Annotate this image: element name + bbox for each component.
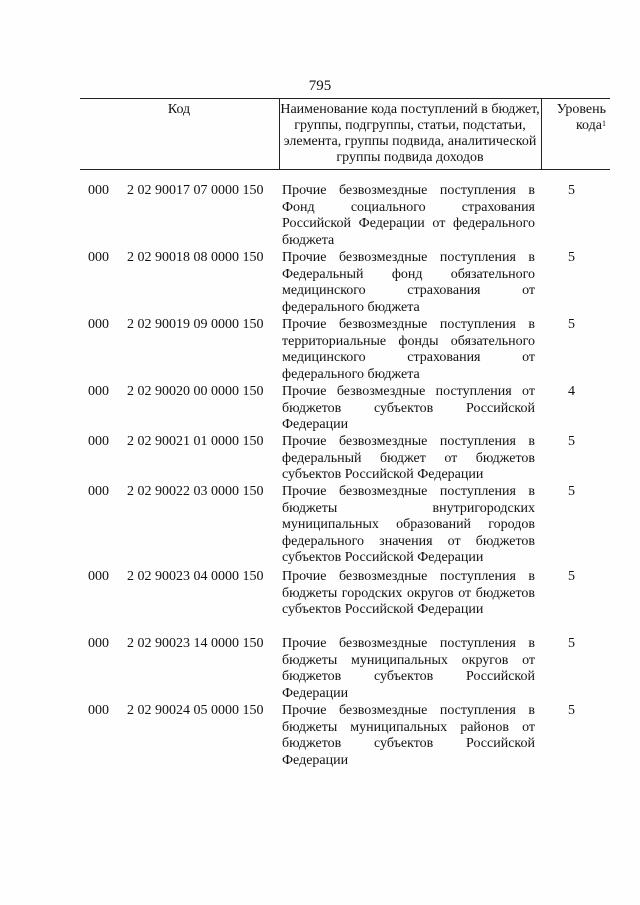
row-name: Прочие безвозмездные поступления в федеральный бюджет от бюджетов субъектов Российской Федерации [282,434,535,483]
row-name: Прочие безвозмездные поступления в бюджеты внутригородских муниципальных образований городов федерального значения от бюджетов субъектов Российской Федерации [282,484,535,566]
row-prefix: 000 [88,434,109,449]
header-code: Код [167,102,191,117]
table-row [0,250,640,317]
table-row [0,703,640,770]
row-level: 5 [568,636,575,651]
header-level [542,102,608,134]
table-header [80,98,610,170]
row-prefix: 000 [88,636,109,651]
row-level: 5 [568,183,575,198]
page-number: 795 [308,78,332,94]
row-name: Прочие безвозмездные поступления в бюджеты муниципальных округов от бюджетов субъектов Российской Федерации [282,636,535,701]
row-name: Прочие безвозмездные поступления в бюджеты городских округов от бюджетов субъектов Российской Федерации [282,569,535,618]
table-body [0,183,640,770]
header-name: Наименование кода поступлений в бюджет, группы, подгруппы, статьи, подстатьи, элемента, группы подвида, аналитической группы подвида доходов [280,102,540,165]
header-level-label: Уровень кода [556,102,606,133]
row-prefix: 000 [88,703,109,718]
row-name: Прочие безвозмездные поступления от бюджетов субъектов Российской Федерации [282,384,535,433]
row-prefix: 000 [88,317,109,332]
row-name: Прочие безвозмездные поступления в Фонд социального страхования Российской Федерации от федерального бюджета [282,183,535,248]
row-prefix: 000 [88,183,109,198]
row-code: 2 02 90023 04 0000 150 [127,569,264,584]
row-name: Прочие безвозмездные поступления в бюджеты муниципальных районов от бюджетов субъектов Российской Федерации [282,703,535,768]
row-level: 5 [568,484,575,499]
row-name: Прочие безвозмездные поступления в Федеральный фонд обязательного медицинского страхования от федерального бюджета [282,250,535,315]
row-level: 5 [568,703,575,718]
row-level: 5 [568,569,575,584]
row-level: 5 [568,317,575,332]
row-code: 2 02 90022 03 0000 150 [127,484,264,499]
row-code: 2 02 90019 09 0000 150 [127,317,264,332]
row-code: 2 02 90018 08 0000 150 [127,250,264,265]
table-row [0,636,640,703]
row-prefix: 000 [88,250,109,265]
row-code: 2 02 90020 00 0000 150 [127,384,264,399]
row-name: Прочие безвозмездные поступления в территориальные фонды обязательного медицинского страхования от федерального бюджета [282,317,535,382]
table-row [0,434,640,484]
header-level-footnote: 1 [602,119,606,128]
row-code: 2 02 90024 05 0000 150 [127,703,264,718]
table-row [0,569,640,636]
row-code: 2 02 90023 14 0000 150 [127,636,264,651]
row-level: 4 [568,384,575,399]
row-level: 5 [568,434,575,449]
row-prefix: 000 [88,569,109,584]
table-row [0,384,640,434]
table-row [0,484,640,569]
row-prefix: 000 [88,484,109,499]
table-row [0,317,640,384]
row-code: 2 02 90017 07 0000 150 [127,183,264,198]
row-prefix: 000 [88,384,109,399]
row-level: 5 [568,250,575,265]
table-row [0,183,640,250]
row-code: 2 02 90021 01 0000 150 [127,434,264,449]
